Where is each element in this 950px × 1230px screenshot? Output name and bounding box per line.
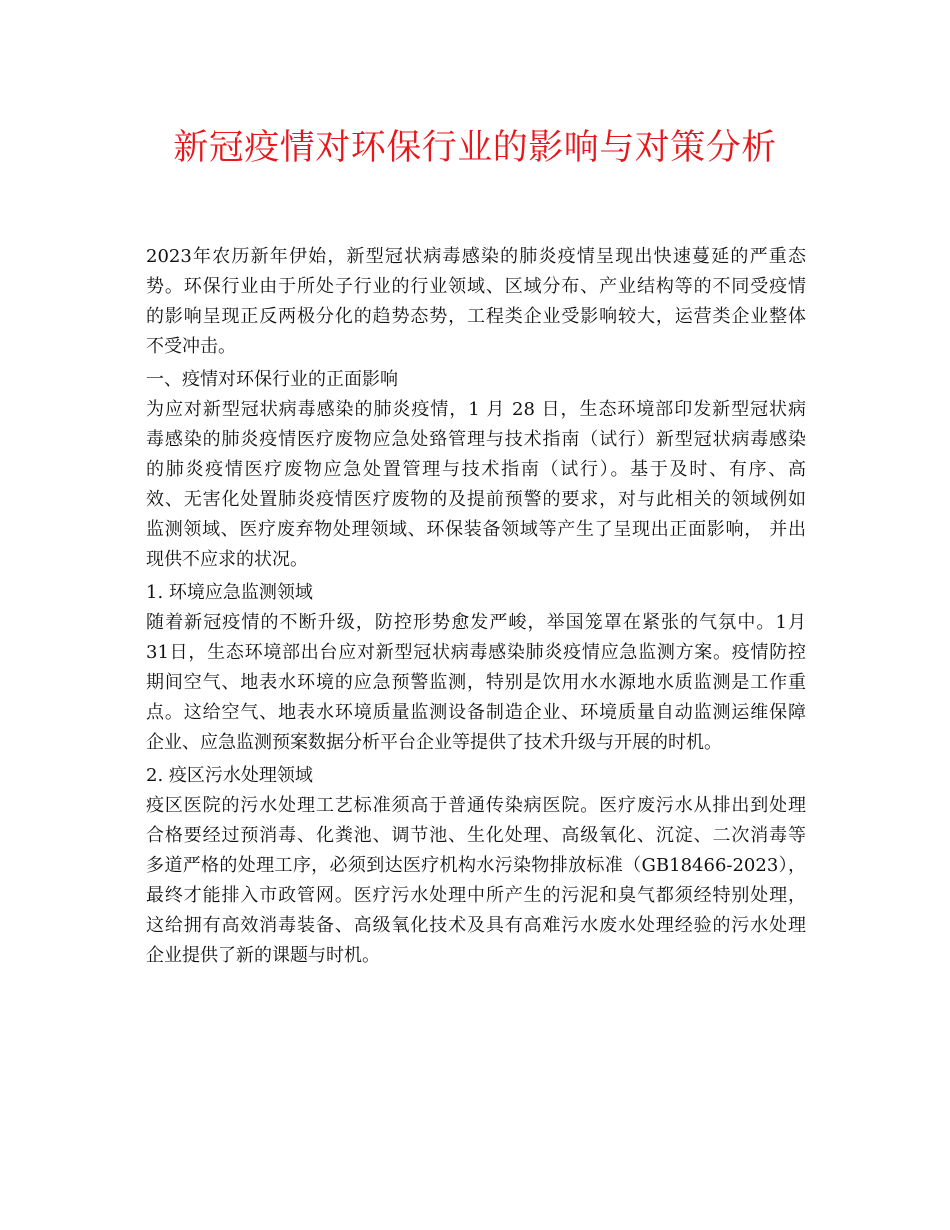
text-line: 现供不应求的状况。 [146, 549, 308, 570]
text-line: 效、无害化处置肺炎疫情医疗废物的及提前预警的要求，对与此相关的领域例如 [146, 489, 806, 510]
text-line: 多道严格的处理工序，必须到达医疗机构水污染物排放标准（GB18466-2023）， [146, 855, 806, 876]
text-line: 的影响呈现正反两极分化的趋势态势，工程类企业受影响较大，运营类企业整体 [146, 306, 806, 327]
text-line: 毒感染的肺炎疫情医疗废物应急处臵管理与技术指南（试行）新型冠状病毒感染 [146, 429, 806, 450]
text-line: 点。这给空气、地表水环境质量监测设备制造企业、环境质量自动监测运维保障 [146, 702, 806, 723]
text-line: 期间空气、地表水环境的应急预警监测，特别是饮用水水源地水质监测是工作重 [146, 672, 806, 693]
section1-paragraph [146, 395, 806, 575]
section-heading: 一、疫情对环保行业的正面影响 [146, 369, 398, 390]
text-line: 企业、应急监测预案数据分析平台企业等提供了技术升级与开展的时机。 [146, 732, 722, 753]
subsection2-paragraph [146, 791, 806, 971]
text-line: 为应对新型冠状病毒感染的肺炎疫情，1 月 28 日，生态环境部印发新型冠状病 [146, 399, 806, 420]
text-line: 监测领域、医疗废弃物处理领域、环保装备领域等产生了呈现出正面影响， 并出 [146, 519, 806, 540]
intro-paragraph [146, 242, 806, 362]
text-line: 最终才能排入市政管网。医疗污水处理中所产生的污泥和臭气都须经特别处理， [146, 885, 806, 906]
subsection-heading: 1. 环境应急监测领域 [146, 582, 313, 603]
text-line: 31日，生态环境部出台应对新型冠状病毒感染肺炎疫情应急监测方案。疫情防控 [146, 642, 806, 663]
text-line: 2023年农历新年伊始，新型冠状病毒感染的肺炎疫情呈现出快速蔓延的严重态 [146, 246, 806, 267]
text-line: 不受冲击。 [146, 336, 236, 357]
subsection-heading: 2. 疫区污水处理领域 [146, 765, 313, 786]
text-line: 的肺炎疫情医疗废物应急处置管理与技术指南（试行）。基于及时、有序、高 [146, 459, 806, 480]
text-line: 企业提供了新的课题与时机。 [146, 945, 380, 966]
text-line: 势。环保行业由于所处子行业的行业领域、区域分布、产业结构等的不同受疫情 [146, 276, 806, 297]
text-line: 这给拥有高效消毒装备、高级氧化技术及具有高难污水废水处理经验的污水处理 [146, 915, 806, 936]
text-line: 合格要经过预消毒、化粪池、调节池、生化处理、高级氧化、沉淀、二次消毒等 [146, 825, 806, 846]
text-line: 疫区医院的污水处理工艺标准须高于普通传染病医院。医疗废污水从排出到处理 [146, 795, 806, 816]
document-body [146, 242, 806, 973]
document-title: 新冠疫情对环保行业的影响与对策分析 [173, 128, 777, 168]
subsection1-paragraph [146, 608, 806, 758]
text-line: 随着新冠疫情的不断升级，防控形势愈发严峻，举国笼罩在紧张的气氛中。1月 [146, 612, 806, 633]
